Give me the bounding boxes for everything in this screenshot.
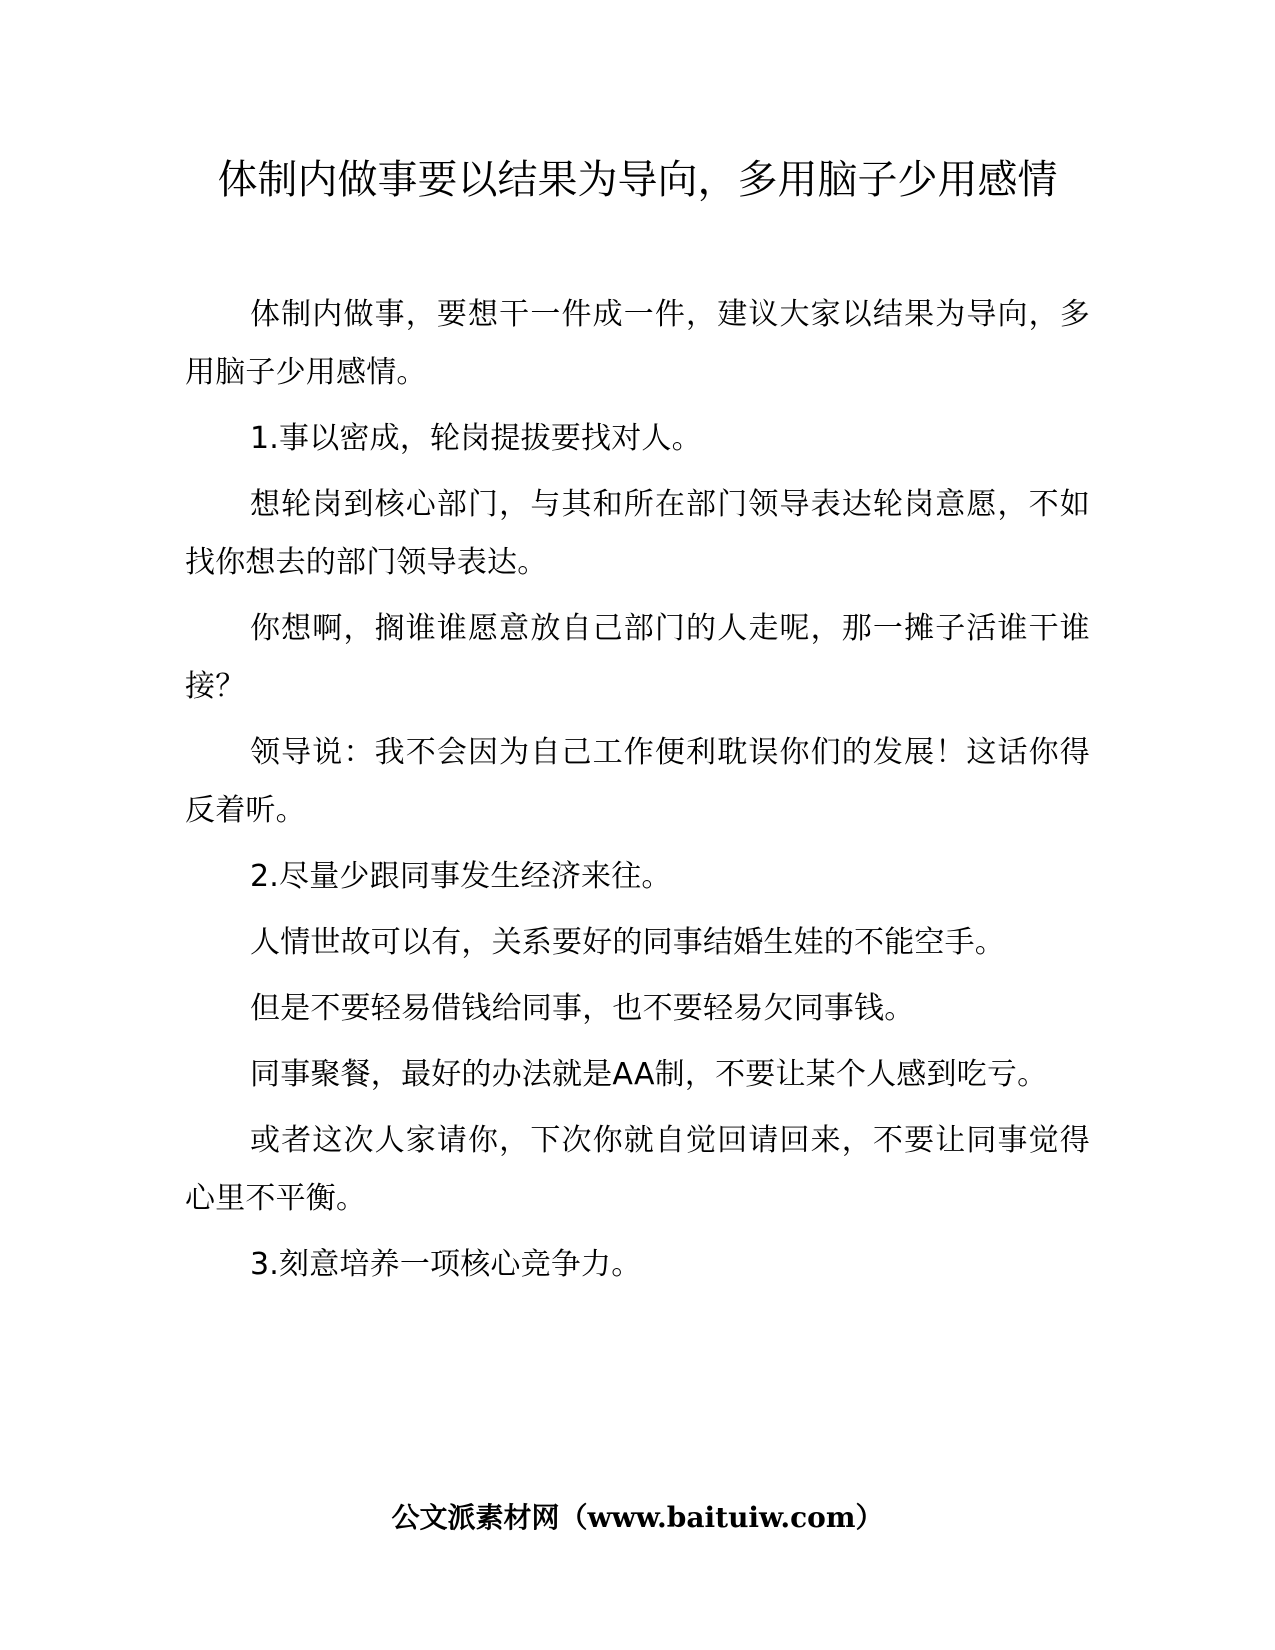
paragraph: 或者这次人家请你，下次你就自觉回请回来，不要让同事觉得心里不平衡。 xyxy=(185,1123,1090,1216)
paragraph: 你想啊，搁谁谁愿意放自己部门的人走呢，那一摊子活谁干谁接？ xyxy=(185,611,1090,704)
paragraph: 同事聚餐，最好的办法就是AA制，不要让某个人感到吃亏。 xyxy=(250,1057,1048,1092)
document-body xyxy=(185,286,1090,1302)
footer-watermark: 公文派素材网（www.baituiw.com） xyxy=(391,1501,884,1534)
paragraph: 人情世故可以有，关系要好的同事结婚生娃的不能空手。 xyxy=(250,925,1005,960)
section-heading-3: 3.刻意培养一项核心竞争力。 xyxy=(250,1247,642,1282)
section-heading-2: 2.尽量少跟同事发生经济来往。 xyxy=(250,859,672,894)
section-heading-1: 1.事以密成，轮岗提拔要找对人。 xyxy=(250,421,702,456)
paragraph: 想轮岗到核心部门，与其和所在部门领导表达轮岗意愿，不如找你想去的部门领导表达。 xyxy=(185,487,1090,580)
paragraph: 领导说：我不会因为自己工作便利耽误你们的发展！这话你得反着听。 xyxy=(185,735,1090,828)
paragraph: 但是不要轻易借钱给同事，也不要轻易欠同事钱。 xyxy=(250,991,915,1026)
document-title: 体制内做事要以结果为导向，多用脑子少用感情 xyxy=(217,157,1058,203)
paragraph-intro: 体制内做事，要想干一件成一件，建议大家以结果为导向，多用脑子少用感情。 xyxy=(185,297,1090,390)
